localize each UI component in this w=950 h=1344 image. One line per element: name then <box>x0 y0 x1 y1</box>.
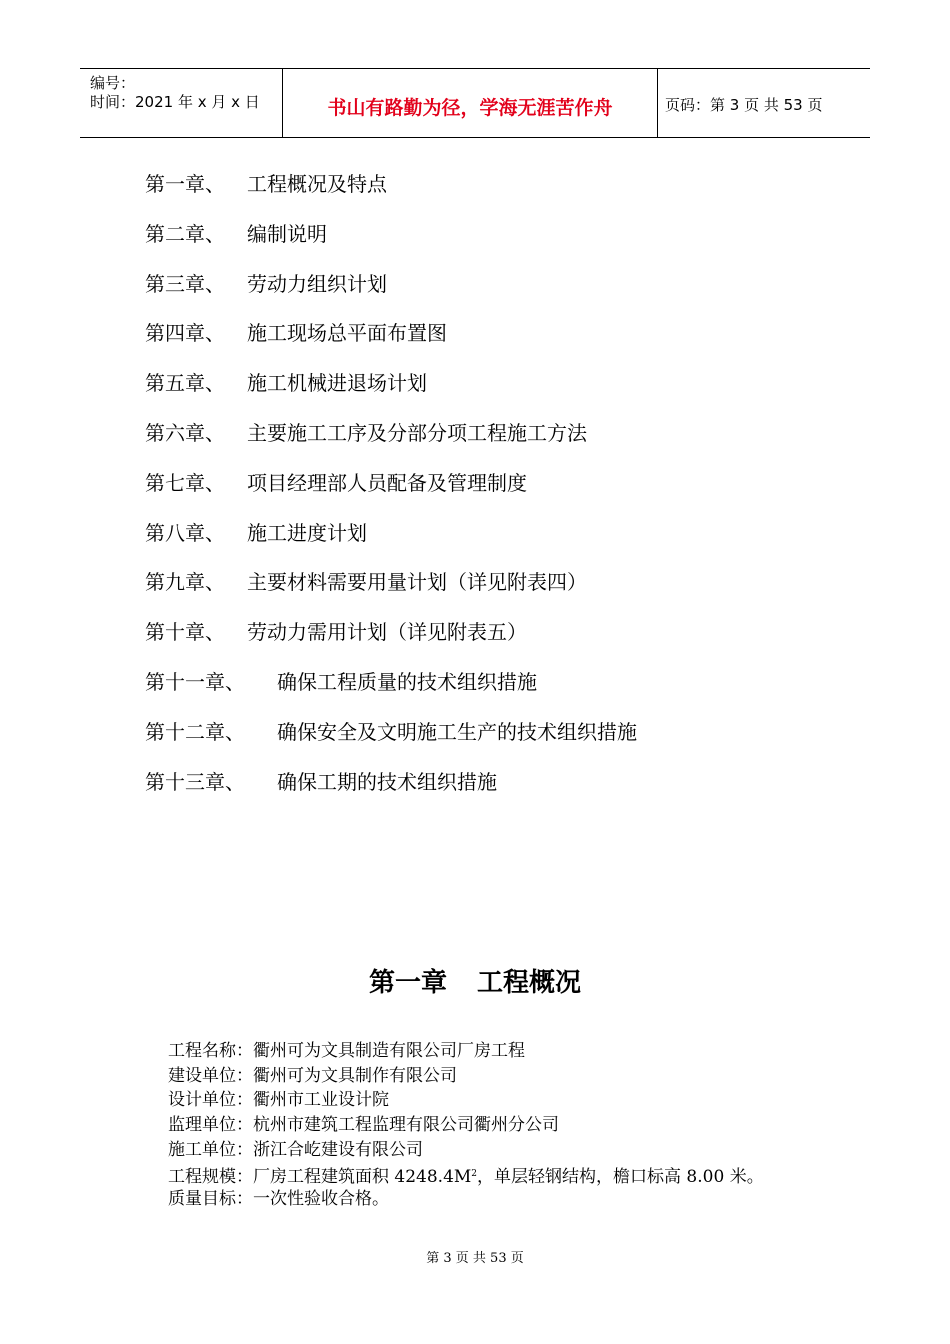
info-label: 工程规模： <box>168 1167 253 1188</box>
toc-title: 施工机械进退场计划 <box>247 371 427 396</box>
header-motto-cell <box>283 69 658 137</box>
toc-item <box>145 568 637 618</box>
toc-chapter: 第二章、 <box>145 221 225 246</box>
toc-title: 确保工程质量的技术组织措施 <box>277 669 537 694</box>
info-row <box>168 1065 764 1090</box>
toc-chapter: 第七章、 <box>145 470 225 495</box>
motto-text: 书山有路勤为径，学海无涯苦作舟 <box>327 97 613 119</box>
info-value: 衢州市工业设计院 <box>253 1090 389 1111</box>
info-value-post: ，单层轻钢结构，檐口标高 8.00 米。 <box>477 1167 764 1188</box>
project-info <box>168 1040 764 1213</box>
toc-chapter: 第九章、 <box>145 570 225 595</box>
toc-item <box>145 519 637 569</box>
chapter-heading <box>0 962 950 999</box>
toc-item <box>145 170 637 220</box>
info-label: 工程名称： <box>168 1041 253 1061</box>
toc-item <box>145 718 637 768</box>
toc-chapter: 第四章、 <box>145 321 225 346</box>
info-row <box>168 1089 764 1114</box>
info-value: 一次性验收合格。 <box>253 1189 389 1210</box>
time-label: 时间：2021 年 x 月 x 日 <box>90 93 260 111</box>
toc-item <box>145 419 637 469</box>
table-of-contents <box>145 170 637 817</box>
toc-title: 施工进度计划 <box>247 520 367 545</box>
toc-title: 劳动力组织计划 <box>247 271 387 296</box>
toc-title: 工程概况及特点 <box>247 172 387 196</box>
info-row <box>168 1163 764 1188</box>
info-value-pre: 厂房工程建筑面积 4248.4M <box>253 1167 472 1188</box>
info-label: 监理单位： <box>168 1115 253 1136</box>
number-label: 编号： <box>90 74 136 92</box>
toc-item <box>145 469 637 519</box>
chapter-number: 第一章 <box>368 968 447 998</box>
toc-item <box>145 618 637 668</box>
toc-item <box>145 319 637 369</box>
toc-item <box>145 768 637 818</box>
toc-title: 施工现场总平面布置图 <box>247 321 447 346</box>
page-header <box>80 68 870 138</box>
toc-title: 主要材料需要用量计划（详见附表四） <box>247 570 587 595</box>
info-value: 衢州可为文具制作有限公司 <box>253 1065 457 1086</box>
info-row <box>168 1040 764 1065</box>
info-label: 质量目标： <box>168 1189 253 1210</box>
info-label: 施工单位： <box>168 1139 253 1160</box>
toc-chapter: 第六章、 <box>145 420 225 445</box>
toc-title: 确保工期的技术组织措施 <box>277 769 497 794</box>
info-label: 设计单位： <box>168 1090 253 1111</box>
header-meta-cell <box>80 69 283 137</box>
toc-item <box>145 369 637 419</box>
toc-title: 主要施工工序及分部分项工程施工方法 <box>247 420 587 445</box>
toc-chapter: 第八章、 <box>145 520 225 545</box>
info-value-superscript: 2 <box>471 1169 478 1180</box>
toc-chapter: 第五章、 <box>145 371 225 396</box>
header-page-info: 页码：第 3 页 共 53 页 <box>665 96 823 114</box>
toc-title: 确保安全及文明施工生产的技术组织措施 <box>277 719 637 744</box>
toc-item <box>145 668 637 718</box>
page-footer: 第 3 页 共 53 页 <box>426 1251 524 1266</box>
info-value: 浙江合屹建设有限公司 <box>253 1139 423 1160</box>
chapter-title: 工程概况 <box>477 968 582 998</box>
info-row <box>168 1188 764 1213</box>
toc-chapter: 第十三章、 <box>145 769 245 794</box>
toc-chapter: 第十章、 <box>145 620 225 645</box>
info-label: 建设单位： <box>168 1065 253 1086</box>
info-value: 衢州可为文具制造有限公司厂房工程 <box>253 1041 525 1061</box>
info-value: 杭州市建筑工程监理有限公司衢州分公司 <box>253 1115 559 1136</box>
info-row <box>168 1139 764 1164</box>
toc-chapter: 第一章、 <box>145 172 225 196</box>
toc-chapter: 第十一章、 <box>145 669 245 694</box>
toc-title: 劳动力需用计划（详见附表五） <box>247 620 527 645</box>
toc-item <box>145 220 637 270</box>
toc-chapter: 第十二章、 <box>145 719 245 744</box>
toc-title: 项目经理部人员配备及管理制度 <box>247 470 527 495</box>
toc-item <box>145 270 637 320</box>
toc-chapter: 第三章、 <box>145 271 225 296</box>
info-row <box>168 1114 764 1139</box>
toc-title: 编制说明 <box>247 221 327 246</box>
